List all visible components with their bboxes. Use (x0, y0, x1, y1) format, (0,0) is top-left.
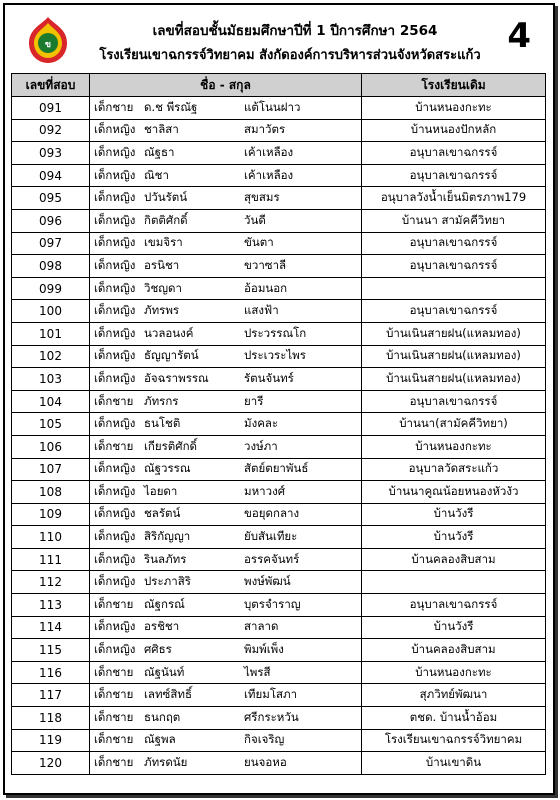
last-name: รัตนจันทร์ (244, 370, 294, 385)
student-name (90, 119, 362, 142)
student-name (90, 435, 362, 458)
student-name (90, 729, 362, 752)
name-title: เด็กหญิง (94, 235, 136, 250)
name-title: เด็กหญิง (94, 144, 136, 159)
page-number: 4 (507, 16, 531, 56)
name-title: เด็กหญิง (94, 642, 136, 657)
first-name: กิตติศักดิ์ (144, 212, 188, 227)
last-name: พงษ์พัฒน์ (244, 574, 291, 589)
previous-school: บ้านคลองสิบสาม (362, 548, 546, 571)
last-name: ประวรรณโก (244, 325, 307, 340)
exam-number: 118 (12, 707, 90, 730)
last-name: ประเวระไพร (244, 348, 306, 363)
student-name (90, 277, 362, 300)
first-name: ไอยดา (144, 483, 178, 498)
student-name (90, 503, 362, 526)
name-title: เด็กชาย (94, 755, 134, 770)
table-row (12, 503, 546, 526)
student-name (90, 345, 362, 368)
last-name: มหาวงศ์ (244, 483, 285, 498)
document-frame (3, 3, 555, 795)
name-title: เด็กหญิง (94, 416, 136, 431)
previous-school: บ้านเนินสายฝน(แหลมทอง) (362, 345, 546, 368)
table-row (12, 707, 546, 730)
previous-school: บ้านหนองกะทะ (362, 661, 546, 684)
first-name: เลทซ์สิทธิ์ (144, 687, 192, 702)
exam-number: 094 (12, 164, 90, 187)
previous-school: อนุบาลเขาฉกรรจ์ (362, 164, 546, 187)
last-name: ขันตา (244, 235, 274, 250)
name-title: เด็กหญิง (94, 280, 136, 295)
previous-school: บ้านเนินสายฝน(แหลมทอง) (362, 322, 546, 345)
name-title: เด็กชาย (94, 664, 134, 679)
student-name (90, 255, 362, 278)
student-name (90, 232, 362, 255)
name-title: เด็กหญิง (94, 122, 136, 137)
last-name: ไพรสี (244, 664, 271, 679)
last-name: ยนจอหอ (244, 755, 287, 770)
last-name: บุตรจำราญ (244, 596, 301, 611)
name-title: เด็กชาย (94, 732, 134, 747)
last-name: เทียมโสภา (244, 687, 298, 702)
previous-school (362, 571, 546, 594)
student-name (90, 526, 362, 549)
first-name: วิชญดา (144, 280, 182, 295)
table-row (12, 164, 546, 187)
exam-number: 096 (12, 209, 90, 232)
table-row (12, 119, 546, 142)
name-title: เด็กหญิง (94, 483, 136, 498)
last-name: สุขสมร (244, 190, 280, 205)
student-name (90, 707, 362, 730)
last-name: สัตย์ตยาพันธ์ (244, 461, 309, 476)
name-title: เด็กหญิง (94, 167, 136, 182)
name-title: เด็กหญิง (94, 370, 136, 385)
table-row (12, 142, 546, 165)
exam-number: 106 (12, 435, 90, 458)
last-name: วันดี (244, 212, 266, 227)
first-name: นวลอนงค์ (144, 325, 194, 340)
student-name (90, 684, 362, 707)
exam-number: 111 (12, 548, 90, 571)
last-name: ขวาซาลี (244, 257, 287, 272)
exam-number: 102 (12, 345, 90, 368)
student-name (90, 661, 362, 684)
last-name: เค้าเหลือง (244, 167, 294, 182)
last-name: มังคละ (244, 416, 279, 431)
name-title: เด็กชาย (94, 99, 134, 114)
table-row (12, 458, 546, 481)
first-name: สิริกัญญา (144, 529, 191, 544)
student-name (90, 752, 362, 775)
student-name (90, 187, 362, 210)
previous-school (362, 277, 546, 300)
previous-school: บ้านหนองปักหลัก (362, 119, 546, 142)
first-name: อัจฉราพรรณ (144, 370, 209, 385)
last-name: สาลาด (244, 619, 279, 634)
table-row (12, 548, 546, 571)
last-name: อ้อมนอก (244, 280, 288, 295)
document-title: เลขที่สอบชั้นมัธยมศึกษาปีที่ 1 ปีการศึกษา 2564 (152, 23, 438, 39)
exam-number: 107 (12, 458, 90, 481)
exam-number: 116 (12, 661, 90, 684)
previous-school: บ้านคลองสิบสาม (362, 639, 546, 662)
exam-number-table (11, 73, 546, 775)
exam-number: 099 (12, 277, 90, 300)
previous-school: อนุบาลเขาฉกรรจ์ (362, 255, 546, 278)
student-name (90, 97, 362, 120)
table-row (12, 639, 546, 662)
exam-number: 113 (12, 594, 90, 617)
last-name: กิจเจริญ (244, 732, 285, 747)
name-title: เด็กหญิง (94, 303, 136, 318)
previous-school: บ้านหนองกะทะ (362, 97, 546, 120)
exam-number: 101 (12, 322, 90, 345)
exam-number: 112 (12, 571, 90, 594)
student-name (90, 390, 362, 413)
first-name: อรนิชา (144, 257, 180, 272)
table-row (12, 187, 546, 210)
previous-school: บ้านหนองกะทะ (362, 435, 546, 458)
name-title: เด็กหญิง (94, 325, 136, 340)
exam-number: 114 (12, 616, 90, 639)
previous-school: อนุบาลวังน้ำเย็นมิตรภาพ179 (362, 187, 546, 210)
exam-number: 115 (12, 639, 90, 662)
previous-school: อนุบาลเขาฉกรรจ์ (362, 300, 546, 323)
previous-school: โรงเรียนเขาฉกรรจ์วิทยาคม (362, 729, 546, 752)
exam-number: 097 (12, 232, 90, 255)
first-name: ธนโชติ (144, 416, 181, 431)
table-row (12, 481, 546, 504)
first-name: เขมจิรา (144, 235, 183, 250)
table-row (12, 322, 546, 345)
name-title: เด็กหญิง (94, 190, 136, 205)
previous-school: บ้านวังรี (362, 616, 546, 639)
exam-number: 100 (12, 300, 90, 323)
exam-number: 110 (12, 526, 90, 549)
first-name: ธัญญารัตน์ (144, 348, 199, 363)
exam-number: 093 (12, 142, 90, 165)
student-name (90, 616, 362, 639)
first-name: ภัทรกร (144, 393, 179, 408)
previous-school: บ้านเขาดิน (362, 752, 546, 775)
previous-school: อนุบาลเขาฉกรรจ์ (362, 142, 546, 165)
name-title: เด็กหญิง (94, 348, 136, 363)
table-row (12, 390, 546, 413)
table-row (12, 255, 546, 278)
last-name: ยารี (244, 393, 264, 408)
table-row (12, 368, 546, 391)
student-name (90, 458, 362, 481)
school-affiliation: โรงเรียนเขาฉกรรจ์วิทยาคม สังกัดองค์การบริหารส่วนจังหวัดสระแก้ว (99, 48, 481, 63)
previous-school: บ้านวังรี (362, 503, 546, 526)
previous-school: บ้านวังรี (362, 526, 546, 549)
first-name: ปวันรัตน์ (144, 190, 188, 205)
table-row (12, 526, 546, 549)
last-name: ยับสันเทียะ (244, 529, 298, 544)
last-name: เค้าเหลือง (244, 144, 294, 159)
table-row (12, 752, 546, 775)
table-row (12, 277, 546, 300)
column-header-name: ชื่อ - สกุล (90, 74, 362, 97)
previous-school: สุภวิทย์พัฒนา (362, 684, 546, 707)
student-name (90, 209, 362, 232)
first-name: อรชิชา (144, 619, 180, 634)
first-name: ณิชา (144, 167, 169, 182)
table-row (12, 435, 546, 458)
previous-school: อนุบาลเขาฉกรรจ์ (362, 232, 546, 255)
name-title: เด็กชาย (94, 687, 134, 702)
exam-number: 120 (12, 752, 90, 775)
first-name: ธนกฤต (144, 709, 181, 724)
student-name (90, 368, 362, 391)
name-title: เด็กหญิง (94, 212, 136, 227)
student-name (90, 548, 362, 571)
student-name (90, 481, 362, 504)
last-name: ศรีกระหวัน (244, 709, 299, 724)
student-name (90, 594, 362, 617)
student-name (90, 413, 362, 436)
exam-number: 105 (12, 413, 90, 436)
table-header-row (12, 74, 546, 97)
first-name: ณัฐธา (144, 144, 175, 159)
previous-school: อนุบาลวัดสระแก้ว (362, 458, 546, 481)
exam-number: 095 (12, 187, 90, 210)
school-emblem-icon (23, 15, 73, 65)
column-header-exam-number: เลขที่สอบ (12, 74, 90, 97)
previous-school: ตชด. บ้านน้ำอ้อม (362, 707, 546, 730)
exam-number: 103 (12, 368, 90, 391)
name-title: เด็กชาย (94, 596, 134, 611)
student-name (90, 639, 362, 662)
name-title: เด็กหญิง (94, 257, 136, 272)
previous-school: บ้านนา(สามัคคีวิทยา) (362, 413, 546, 436)
table-row (12, 571, 546, 594)
table-row (12, 209, 546, 232)
table-row (12, 345, 546, 368)
student-name (90, 322, 362, 345)
previous-school: บ้านนาคูณน้อยหนองหัวงัว (362, 481, 546, 504)
exam-number: 109 (12, 503, 90, 526)
first-name: ณัฐพล (144, 732, 176, 747)
previous-school: อนุบาลเขาฉกรรจ์ (362, 390, 546, 413)
first-name: ด.ช พีรณัฐ (144, 99, 198, 114)
student-name (90, 571, 362, 594)
last-name: สมาวัตร (244, 122, 286, 137)
first-name: รินลภัทร (144, 551, 187, 566)
first-name: ภัทรดนัย (144, 755, 188, 770)
table-row (12, 594, 546, 617)
last-name: ขอยุดกลาง (244, 506, 300, 521)
table-row (12, 300, 546, 323)
document-header (5, 5, 553, 71)
name-title: เด็กชาย (94, 393, 134, 408)
exam-number: 091 (12, 97, 90, 120)
exam-number: 119 (12, 729, 90, 752)
student-name (90, 164, 362, 187)
first-name: ณัฐวรรณ (144, 461, 191, 476)
name-title: เด็กชาย (94, 709, 134, 724)
exam-number: 104 (12, 390, 90, 413)
table-row (12, 684, 546, 707)
first-name: เกียรติศักดิ์ (144, 438, 198, 453)
name-title: เด็กชาย (94, 438, 134, 453)
first-name: ประภาสิริ (144, 574, 191, 589)
table-row (12, 97, 546, 120)
previous-school: อนุบาลเขาฉกรรจ์ (362, 594, 546, 617)
table-row (12, 729, 546, 752)
exam-number: 117 (12, 684, 90, 707)
name-title: เด็กหญิง (94, 461, 136, 476)
name-title: เด็กหญิง (94, 551, 136, 566)
first-name: ณัฐกรณ์ (144, 596, 185, 611)
column-header-previous-school: โรงเรียนเดิม (362, 74, 546, 97)
exam-number: 108 (12, 481, 90, 504)
table-row (12, 413, 546, 436)
first-name: ชลรัตน์ (144, 506, 181, 521)
svg-text:ข: ข (44, 40, 52, 50)
last-name: พิมพ์เพ็ง (244, 642, 284, 657)
exam-number: 092 (12, 119, 90, 142)
last-name: อรรคจันทร์ (244, 551, 300, 566)
last-name: วงษ์ภา (244, 438, 278, 453)
student-name (90, 142, 362, 165)
first-name: ศศิธร (144, 642, 172, 657)
student-name (90, 300, 362, 323)
table-row (12, 232, 546, 255)
name-title: เด็กหญิง (94, 619, 136, 634)
name-title: เด็กหญิง (94, 529, 136, 544)
previous-school: บ้านเนินสายฝน(แหลมทอง) (362, 368, 546, 391)
last-name: แสงฟ้า (244, 303, 279, 318)
last-name: แต้โนนฝาว (244, 99, 301, 114)
table-row (12, 616, 546, 639)
first-name: ชาลิสา (144, 122, 179, 137)
name-title: เด็กหญิง (94, 506, 136, 521)
first-name: ภัทรพร (144, 303, 180, 318)
first-name: ณัฐนันท์ (144, 664, 185, 679)
previous-school: บ้านนา สามัคคีวิทยา (362, 209, 546, 232)
exam-number: 098 (12, 255, 90, 278)
table-row (12, 661, 546, 684)
name-title: เด็กหญิง (94, 574, 136, 589)
